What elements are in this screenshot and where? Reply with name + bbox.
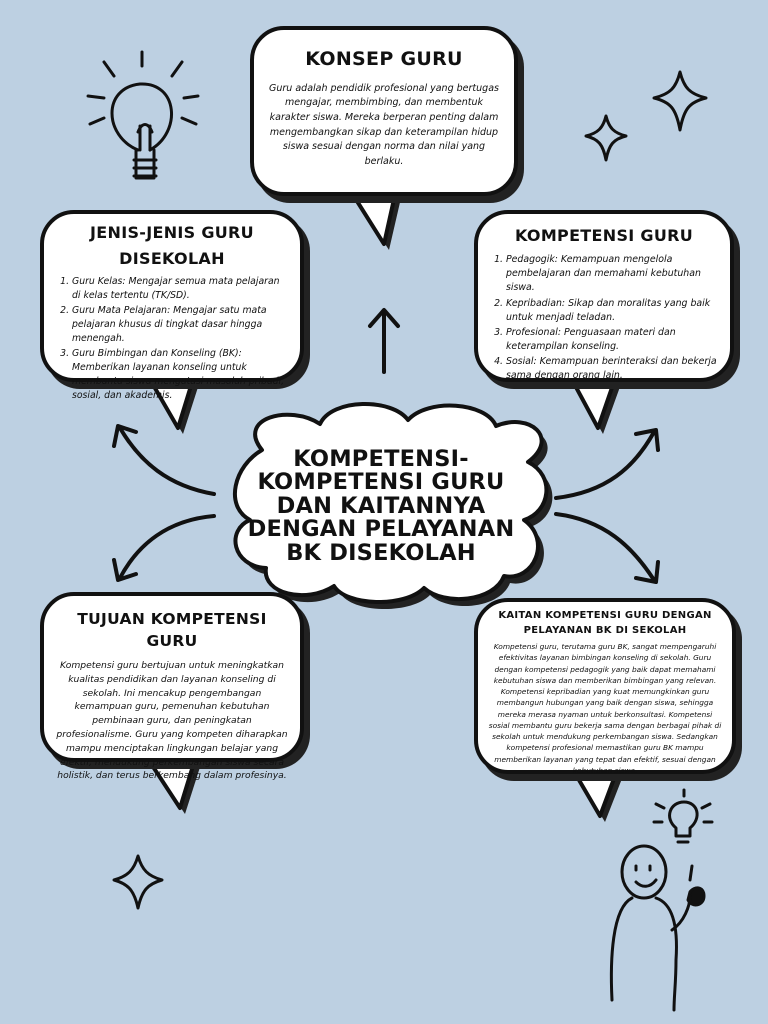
kaitan-bubble [474,598,736,774]
jenis-guru-list [56,275,288,402]
arrow-upper-right [556,430,658,498]
arrow-up [370,310,398,372]
konsep-guru-bubble [250,26,518,196]
tujuan-kompetensi-title: TUJUAN KOMPETENSI GURU [77,610,267,651]
jenis-guru-bubble [40,210,304,401]
sparkle-icon [114,856,162,908]
sparkle-icon [654,72,706,130]
jenis-guru-title: JENIS-JENIS GURU DISEKOLAH [90,223,254,268]
tujuan-kompetensi-bubble [40,592,304,782]
list-item: 1. Pedagogik: Kemampuan mengelola pembelajaran dan memahami kebutuhan siswa. [506,253,718,295]
lightbulb-icon [88,52,198,178]
center-title: KOMPETENSI-KOMPETENSI GURU DAN KAITANNYA DENGAN PELAYANAN BK DISEKOLAH [247,446,515,566]
konsep-guru-title: KONSEP GURU [305,48,463,70]
tujuan-kompetensi-text: Kompetensi guru bertujuan untuk meningkatkan kualitas pendidikan dan layanan konseling di sekolah. Ini mencakup pengembangan kemampuan guru, pemenuhan kebutuhan pembinaan guru, dan peningkatan profesionalisme. Guru yang kompeten diharapkan mampu menciptakan lingkungan belajar yang efektif, mendukung perkembangan siswa secara holistik, dan terus berkembang dalam profesinya. [56,659,288,782]
arrow-lower-right [556,514,658,582]
kompetensi-guru-bubble [474,210,734,382]
sparkle-icon [586,116,626,160]
list-item: 2. Kepribadian: Sikap dan moralitas yang baik untuk menjadi teladan. [506,297,718,325]
list-item: 3. Profesional: Penguasaan materi dan keterampilan konseling. [506,326,718,354]
list-item: 3. Guru Bimbingan dan Konseling (BK): Memberikan layanan konseling untuk membantu siswa mengatasi masalah pribadi, sosial, dan akademis. [72,347,288,403]
kaitan-text: Kompetensi guru, terutama guru BK, sangat mempengaruhi efektivitas layanan bimbingan konseling di sekolah. Guru dengan kompetensi pedagogik yang baik dapat memahami kebutuhan siswa dan memberikan bimbingan yang relevan. Kompetensi kepribadian yang kuat memungkinkan guru membangun hubungan yang baik dengan siswa, sehingga mereka merasa nyaman untuk berkonsultasi. Kompetensi sosial membantu guru bekerja sama dengan berbagai pihak di sekolah untuk mendukung perkembangan siswa. Sedangkan kompetensi profesional memastikan guru BK mampu memberikan layanan yang tepat dan efektif, sesuai dengan kebutuhan siswa. [488,642,722,775]
list-item: 4. Sosial: Kemampuan berinteraksi dan bekerja sama dengan orang lain. [506,355,718,383]
arrow-upper-left [114,426,214,494]
arrow-lower-left [114,516,214,580]
person-idea-icon [611,790,712,1010]
konsep-guru-text: Guru adalah pendidik profesional yang bertugas mengajar, membimbing, dan membentuk karakter siswa. Mereka berperan penting dalam mengembangkan sikap dan keterampilan hidup siswa sesuai dengan norma dan nilai yang berlaku. [269,82,499,168]
kompetensi-guru-list [490,253,718,383]
kaitan-title: KAITAN KOMPETENSI GURU DENGAN PELAYANAN BK DI SEKOLAH [498,610,712,636]
list-item: 1. Guru Kelas: Mengajar semua mata pelajaran di kelas tertentu (TK/SD). [72,275,288,303]
list-item: 2. Guru Mata Pelajaran: Mengajar satu mata pelajaran khusus di tingkat dasar hingga menengah. [72,304,288,346]
kompetensi-guru-title: KOMPETENSI GURU [514,226,694,245]
